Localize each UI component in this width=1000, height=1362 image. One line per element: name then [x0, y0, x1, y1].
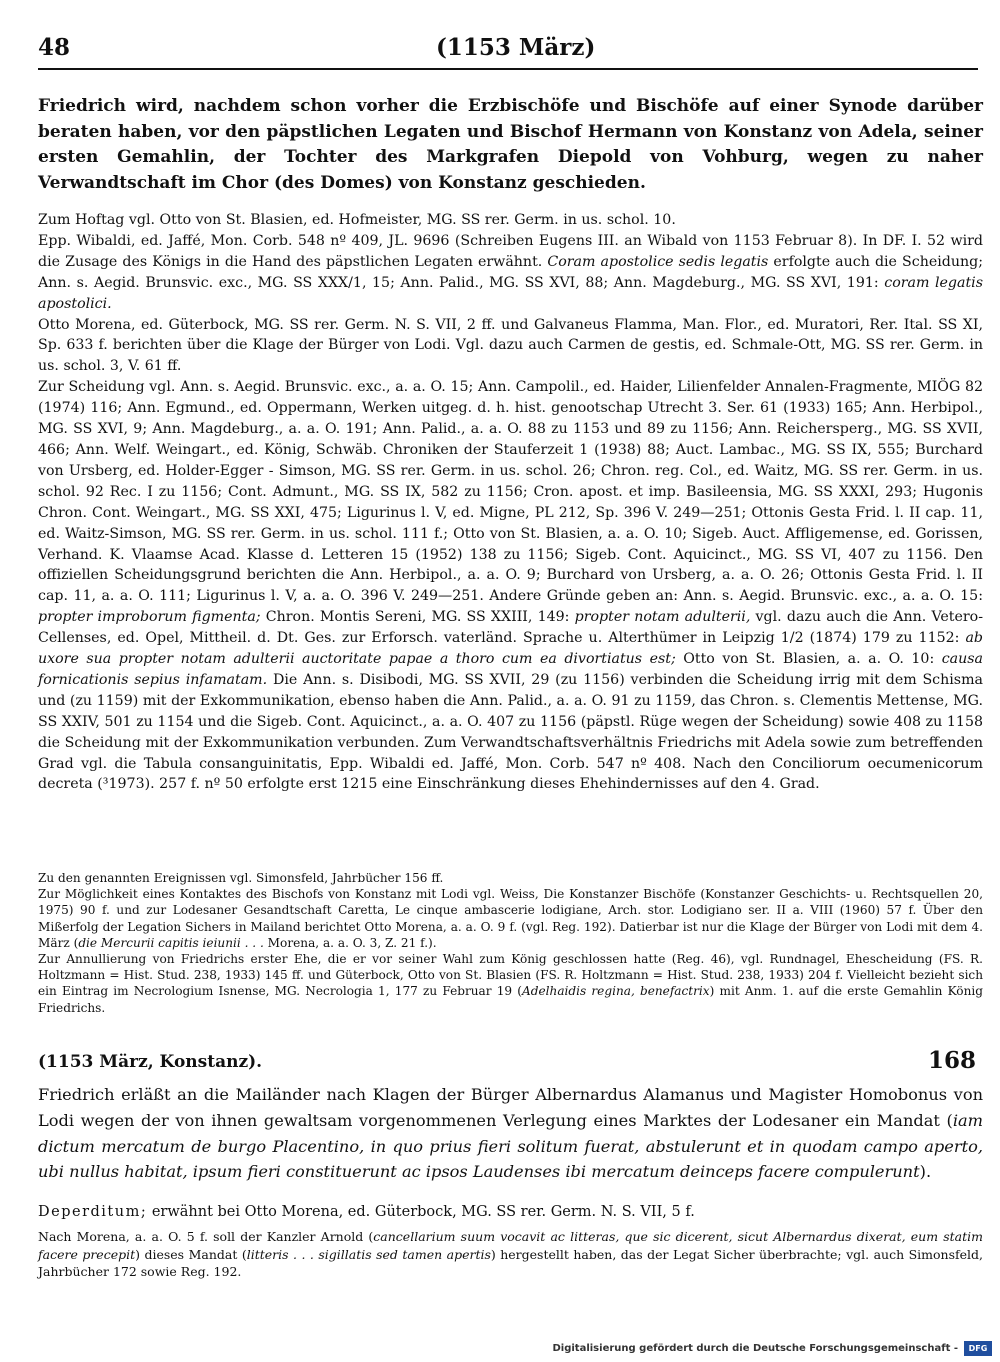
deperditum-label: Deperditum;	[38, 1204, 148, 1220]
entry-notes: Nach Morena, a. a. O. 5 f. soll der Kanzler Arnold (cancellarium suum vocavit ac litteras, que sic dicerent, sicut Albernardus dixerat, eum statim facere precepit) dieses Mandat (litteris . . . sigillatis sed tamen apertis) hergestellt haben, das der Legat Sicher überbrachte; vgl. auch Simonsfeld, Jahrbücher 172 sowie Reg. 192.	[38, 1229, 983, 1279]
page-number: 48	[38, 34, 71, 61]
regest-abstract: Friedrich wird, nachdem schon vorher die Erzbischöfe und Bischöfe auf einer Synode darüber beraten haben, vor den päpstlichen Legaten und Bischof Hermann von Konstanz von Adela, seiner ersten Gemahlin, der Tochter des Markgrafen Diepold von Vohburg, wegen zu naher Verwandtschaft im Chor (des Domes) von Konstanz geschieden.	[38, 96, 983, 193]
small-note-paragraph: Zur Möglichkeit eines Kontaktes des Bischofs von Konstanz mit Lodi vgl. Weiss, Die Konstanzer Bischöfe (Konstanzer Geschichts- u. Rechtsquellen 20, 1975) 90 f. und zur Lodesaner Gesandtschaft Caretta, Le cinque ambascerie lodigiane, Arch. stor. Lodigiano ser. II a. VIII (1960) 57 f. Über den Mißerfolg der Legation Sichers in Mailand berichtet Otto Morena, a. a. O. 9 f. (vgl. Reg. 192). Datierbar ist nur die Klage der Bürger von Lodi mit dem 4. März (die Mercurii capitis ieiunii . . . Morena, a. a. O. 3, Z. 21 f.).	[38, 887, 983, 950]
note-paragraph: Epp. Wibaldi, ed. Jaffé, Mon. Corb. 548 nº 409, JL. 9696 (Schreiben Eugens III. an Wibald von 1153 Februar 8). In DF. I. 52 wird die Zusage des Königs in die Hand des päpstlichen Legaten erwähnt. Coram apostolice sedis legatis erfolgte auch die Scheidung; Ann. s. Aegid. Brunsvic. exc., MG. SS XXX/1, 15; Ann. Palid., MG. SS XVI, 88; Ann. Magdeburg., MG. SS XVI, 191: coram legatis apostolici.	[38, 232, 983, 312]
entry-date: (1153 März, Konstanz).	[38, 1052, 263, 1072]
small-print-notes	[38, 870, 983, 1016]
entry-number: 168	[927, 1047, 976, 1074]
running-head: (1153 März)	[436, 34, 596, 61]
small-note-paragraph: Zur Annullierung von Friedrichs erster Ehe, die er vor seiner Wahl zum König geschlossen hatte (Reg. 46), vgl. Rundnagel, Ehescheidung (FS. R. Holtzmann = Hist. Stud. 238, 1933) 145 ff. und Güterbock, Otto von St. Blasien (FS. R. Holtzmann = Hist. Stud. 238, 1933) 204 f. Vielleicht bezieht sich ein Eintrag im Necrologium Isnense, MG. Necrologia 1, 177 zu Februar 19 (Adelhaidis regina, benefactrix) mit Anm. 1. auf die erste Gemahlin König Friedrichs.	[38, 952, 983, 1015]
note-paragraph: Otto Morena, ed. Güterbock, MG. SS rer. Germ. N. S. VII, 2 ff. und Galvaneus Flamma, Man. Flor., ed. Muratori, Rer. Ital. SS XI, Sp. 633 f. berichten über die Klage der Bürger von Lodi. Vgl. dazu auch Carmen de gestis, ed. Schmale-Ott, MG. SS rer. Germ. in us. schol. 3, V. 61 ff.	[38, 316, 983, 375]
entry-heading	[38, 1047, 976, 1080]
entry-text: Friedrich erläßt an die Mailänder nach Klagen der Bürger Albernardus Alamanus und Magister Homobonus von Lodi wegen der von ihnen gewaltsam vorgenommenen Verlegung eines Marktes der Lodesaner ein Mandat (iam dictum mercatum de burgo Placentino, in quo prius fieri solitum fuerat, abstulerunt et in quodam campo aperto, ubi nullus habitat, ipsum fieri constituerunt ac ipsos Laudenses ibi mercatum deinceps facere compulerunt).	[38, 1085, 983, 1182]
small-note-paragraph: Zu den genannten Ereignissen vgl. Simonsfeld, Jahrbücher 156 ff.	[38, 871, 444, 885]
dfg-logo: DFG	[964, 1341, 992, 1356]
note-paragraph: Zur Scheidung vgl. Ann. s. Aegid. Brunsvic. exc., a. a. O. 15; Ann. Campolil., ed. Haider, Lilienfelder Annalen-Fragmente, MIÖG 82 (1974) 116; Ann. Egmund., ed. Oppermann, Werken uitgeg. d. h. hist. genootschap Utrecht 3. Ser. 61 (1933) 165; Ann. Herbipol., MG. SS XVI, 9; Ann. Magdeburg., a. a. O. 191; Ann. Palid., a. a. O. 88 zu 1153 und 89 zu 1156; Ann. Reichersperg., MG. SS XVII, 466; Ann. Welf. Weingart., ed. König, Schwäb. Chroniken der Stauferzeit 1 (1938) 88; Auct. Lambac., MG. SS IX, 555; Burchard von Ursberg, ed. Holder-Egger - Simson, MG. SS rer. Germ. in us. schol. 26; Chron. reg. Col., ed. Waitz, MG. SS rer. Germ. in us. schol. 92 Rec. I zu 1156; Cont. Admunt., MG. SS IX, 582 zu 1156; Cron. apost. et imp. Basileensia, MG. SS XXXI, 293; Hugonis Chron. Cont. Weingart., MG. SS XXI, 475; Ligurinus l. V, ed. Migne, PL 212, Sp. 396 V. 249—251; Ottonis Gesta Frid. l. II cap. 11, ed. Waitz-Simson, MG. SS rer. Germ. in us. schol. 111 f.; Otto von St. Blasien, a. a. O. 10; Sigeb. Auct. Affligemense, ed. Gorissen, Verhand. K. Vlaamse Acad. Klasse d. Letteren 15 (1952) 138 zu 1156; Sigeb. Cont. Aquicinct., MG. SS VI, 407 zu 1156. Den offiziellen Scheidungsgrund berichten die Ann. Herbipol., a. a. O. 9; Burchard von Ursberg, a. a. O. 26; Ottonis Gesta Frid. l. II cap. 11, a. a. O. 111; Ligurinus l. V, a. a. O. 396 V. 249—251. Andere Gründe geben an: Ann. s. Aegid. Brunsvic. exc., a. a. O. 15: propter improborum figmenta; Chron. Montis Sereni, MG. SS XXIII, 149: propter notam adulterii, vgl. dazu auch die Ann. Vetero-Cellenses, ed. Opel, Mittheil. d. Dt. Ges. zur Erforsch. vaterländ. Sprache u. Alterthümer in Leipzig 1/2 (1874) 179 zu 1152: ab uxore sua propter notam adulterii auctoritate papae a thoro cum ea divortiatus est; Otto von St. Blasien, a. a. O. 10: causa fornicationis sepius infamatam. Die Ann. s. Disibodi, MG. SS XVII, 29 (zu 1156) verbinden die Scheidung irrig mit dem Schisma und (zu 1159) mit der Exkommunikation, ebenso haben die Ann. Palid., a. a. O. 91 zu 1159, das Chron. s. Clementis Mettense, MG. SS XXIV, 501 zu 1154 und die Sigeb. Cont. Aquicinct., a. a. O. 407 zu 1156 (päpstl. Rüge wegen der Scheidung) sowie 408 zu 1158 die Scheidung mit der Exkommunikation verbunden. Zum Verwandtschaftsverhältnis Friedrichs mit Adela sowie zum betreffenden Grad vgl. die Tabula consanguinitatis, Epp. Wibaldi ed. Jaffé, Mon. Corb. 547 nº 408. Nach den Conciliorum oecumenicorum decreta (³1973). 257 f. nº 50 erfolgte erst 1215 eine Einschränkung dieses Ehehindernisses auf den 4. Grad.	[38, 379, 984, 793]
entry-deperditum: Deperditum; erwähnt bei Otto Morena, ed. Güterbock, MG. SS rer. Germ. N. S. VII, 5 f.	[38, 1204, 695, 1220]
page-header	[38, 34, 978, 70]
footer-credit: Digitalisierung gefördert durch die Deutsche Forschungsgemeinschaft -	[552, 1343, 958, 1354]
note-paragraph: Zum Hoftag vgl. Otto von St. Blasien, ed. Hofmeister, MG. SS rer. Germ. in us. schol. 10.	[38, 212, 676, 228]
commentary-notes	[38, 210, 983, 795]
